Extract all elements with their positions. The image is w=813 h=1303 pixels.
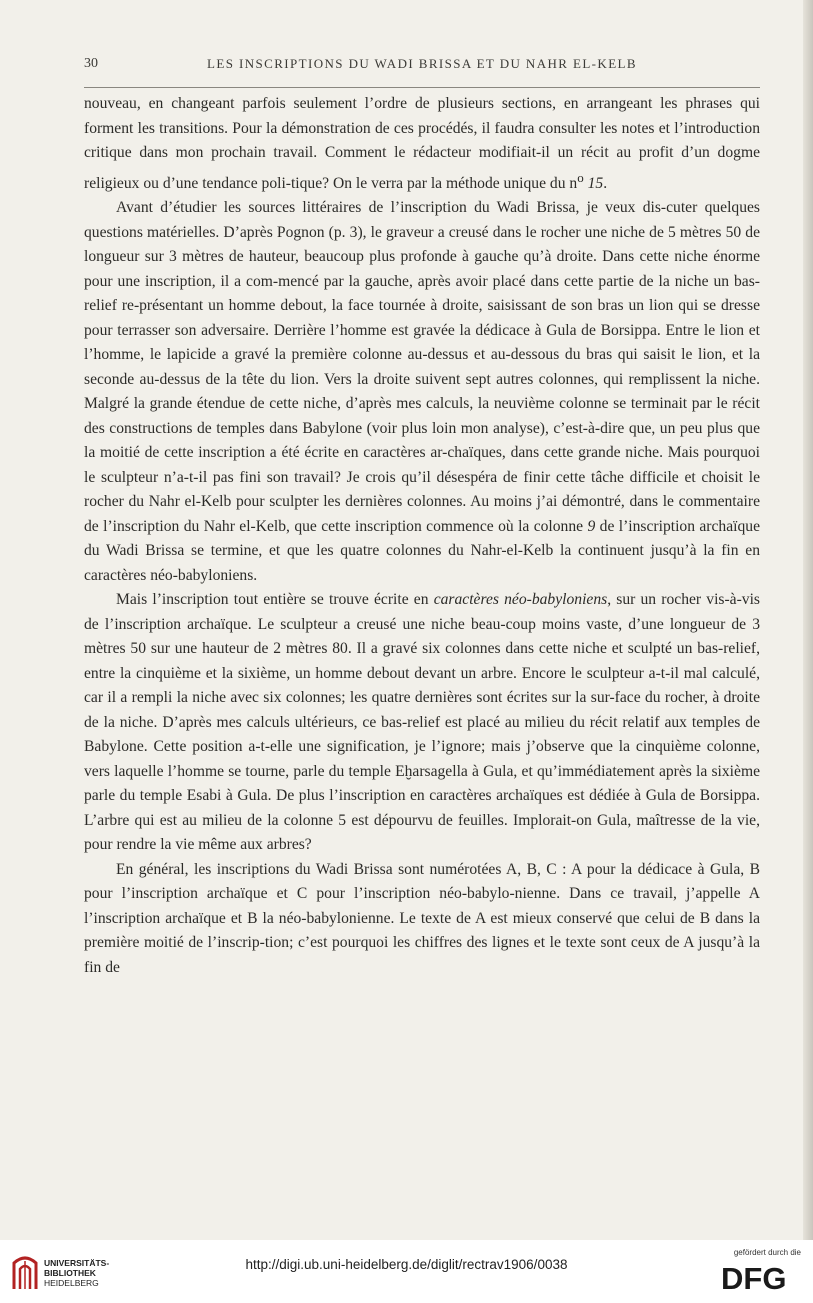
funded-by-label: gefördert durch die — [733, 1248, 801, 1257]
library-line-2: BIBLIOTHEK — [44, 1268, 96, 1278]
paragraph: Avant d’étudier les sources littéraires de l’inscription du Wadi Brissa, je veux dis-cuter quelques questions matérielles. D’après Pognon (p. 3), le graveur a creusé dans le rocher une niche de 5 mètres 50 de longueur sur 3 mètres de hauteur, beaucoup plus profonde à gauche qu’à droite. Dans cette niche énorme pour une inscription, il a com-mencé par la gauche, après avoir placé dans cette partie de la niche un bas-relief re-présentant un homme debout, la face tournée à droite, saisissant de son bras un lion qui se dresse pour terrasser son adversaire. Derrière l’homme est gravée la dédicace à Gula de Borsippa. Entre le lion et l’homme, le lapicide a gravé la première colonne au-dessus et au-dessous du bras qui saisit le lion, et la seconde au-dessus de la tête du lion. Vers la droite suivent sept autres colonnes, qui remplissent la niche. Malgré la grande étendue de cette niche, d’après mes calculs, la neuvième colonne se terminait par le récit des constructions de temples dans Babylone (voir plus loin mon analyse), c’est-à-dire que, un peu plus que la moitié de cette inscription a été écrite en caractères ar-chaïques, dans cette grande niche. Mais pourquoi le sculpteur n’a-t-il pas fini son travail? Je crois qu’il désespéra de finir cette tâche difficile et choisit le rocher du Nahr el-Kelb pour sculpter les dernières colonnes. Au moins j’ai démontré, dans le commentaire de l’inscription du Nahr el-Kelb, que cette inscription commence où la colonne 9 de l’inscription archaïque du Wadi Brissa se termine, et que les quatre colonnes du Nahr-el-Kelb la continuent jusqu’à la fin en caractères néo-babyloniens. — [84, 199, 760, 584]
page-number: 30 — [84, 56, 98, 71]
library-line-3: HEIDELBERG — [44, 1278, 99, 1288]
paragraph: Mais l’inscription tout entière se trouve écrite en caractères néo-babyloniens, sur un rocher vis-à-vis de l’inscription archaïque. Le sculpteur a creusé une niche beau-coup moins vaste, d’une longueur de 3 mètres 50 sur une hauteur de 2 mètres 80. Il a gravé six colonnes dans cette niche et sculpté un bas-relief, entre la cinquième et la sixième, un homme debout devant un arbre. Encore le sculpteur a-t-il mal calculé, car il a rempli la niche avec six colonnes; les quatre dernières sont écrites sur la sur-face du rocher, à droite de la niche. D’après mes calculs ultérieurs, ce bas-relief est placé au milieu du récit relatif aux temples de Babylone. Cette position a-t-elle une signification, je l’ignore; mais j’observe que la cinquième colonne, vers laquelle l’homme se tourne, parle du temple Eḫarsagella à Gula, et qu’immédiatement après la sixième parle du temple Esabi à Gula. De plus l’inscription en caractères archaïques est dédiée à Gula de Borsippa. L’arbre qui est au milieu de la colonne 5 est dépourvu de feuilles. Implorait-on Gula, maîtresse de la vie, pour rendre la vie même aux arbres? — [84, 591, 760, 854]
header-rule — [84, 87, 760, 88]
running-head: LES INSCRIPTIONS DU WADI BRISSA ET DU NAHR EL-KELB — [207, 56, 637, 71]
library-line-1: UNIVERSITÄTS- — [44, 1258, 110, 1268]
dfg-logo-text: DFG — [721, 1262, 787, 1292]
permalink-url[interactable]: http://digi.ub.uni-heidelberg.de/diglit/rectrav1906/0038 — [245, 1257, 568, 1272]
viewer-footer — [0, 1240, 813, 1303]
page-edge-shadow — [803, 0, 813, 1240]
page-header — [84, 56, 760, 78]
paragraph: nouveau, en changeant parfois seulement l’ordre de plusieurs sections, en arrangeant les phrases qui forment les transitions. Pour la démonstration de ces procédés, il faudra consulter les notes et l’introduction critique dans mon prochain travail. Comment le rédacteur modifiait-il un récit au profit d’un dogme religieux ou d’une tendance poli-tique? On le verra par la méthode unique du $n^o$ 15. — [84, 95, 760, 192]
dfg-logo-icon[interactable] — [721, 1262, 801, 1292]
paragraph: En général, les inscriptions du Wadi Brissa sont numérotées A, B, C : A pour la dédicace à Gula, B pour l’inscription archaïque et C pour l’inscription néo-babylo-nienne. Dans ce travail, j’appelle A l’inscription archaïque et B la néo-babylonienne. Le texte de A est mieux conservé que celui de B dans la première moitié de l’inscrip-tion; c’est pourquoi les chiffres des lignes et le texte sont ceux de A jusqu’à la fin de — [84, 860, 760, 976]
body-text — [84, 92, 760, 980]
